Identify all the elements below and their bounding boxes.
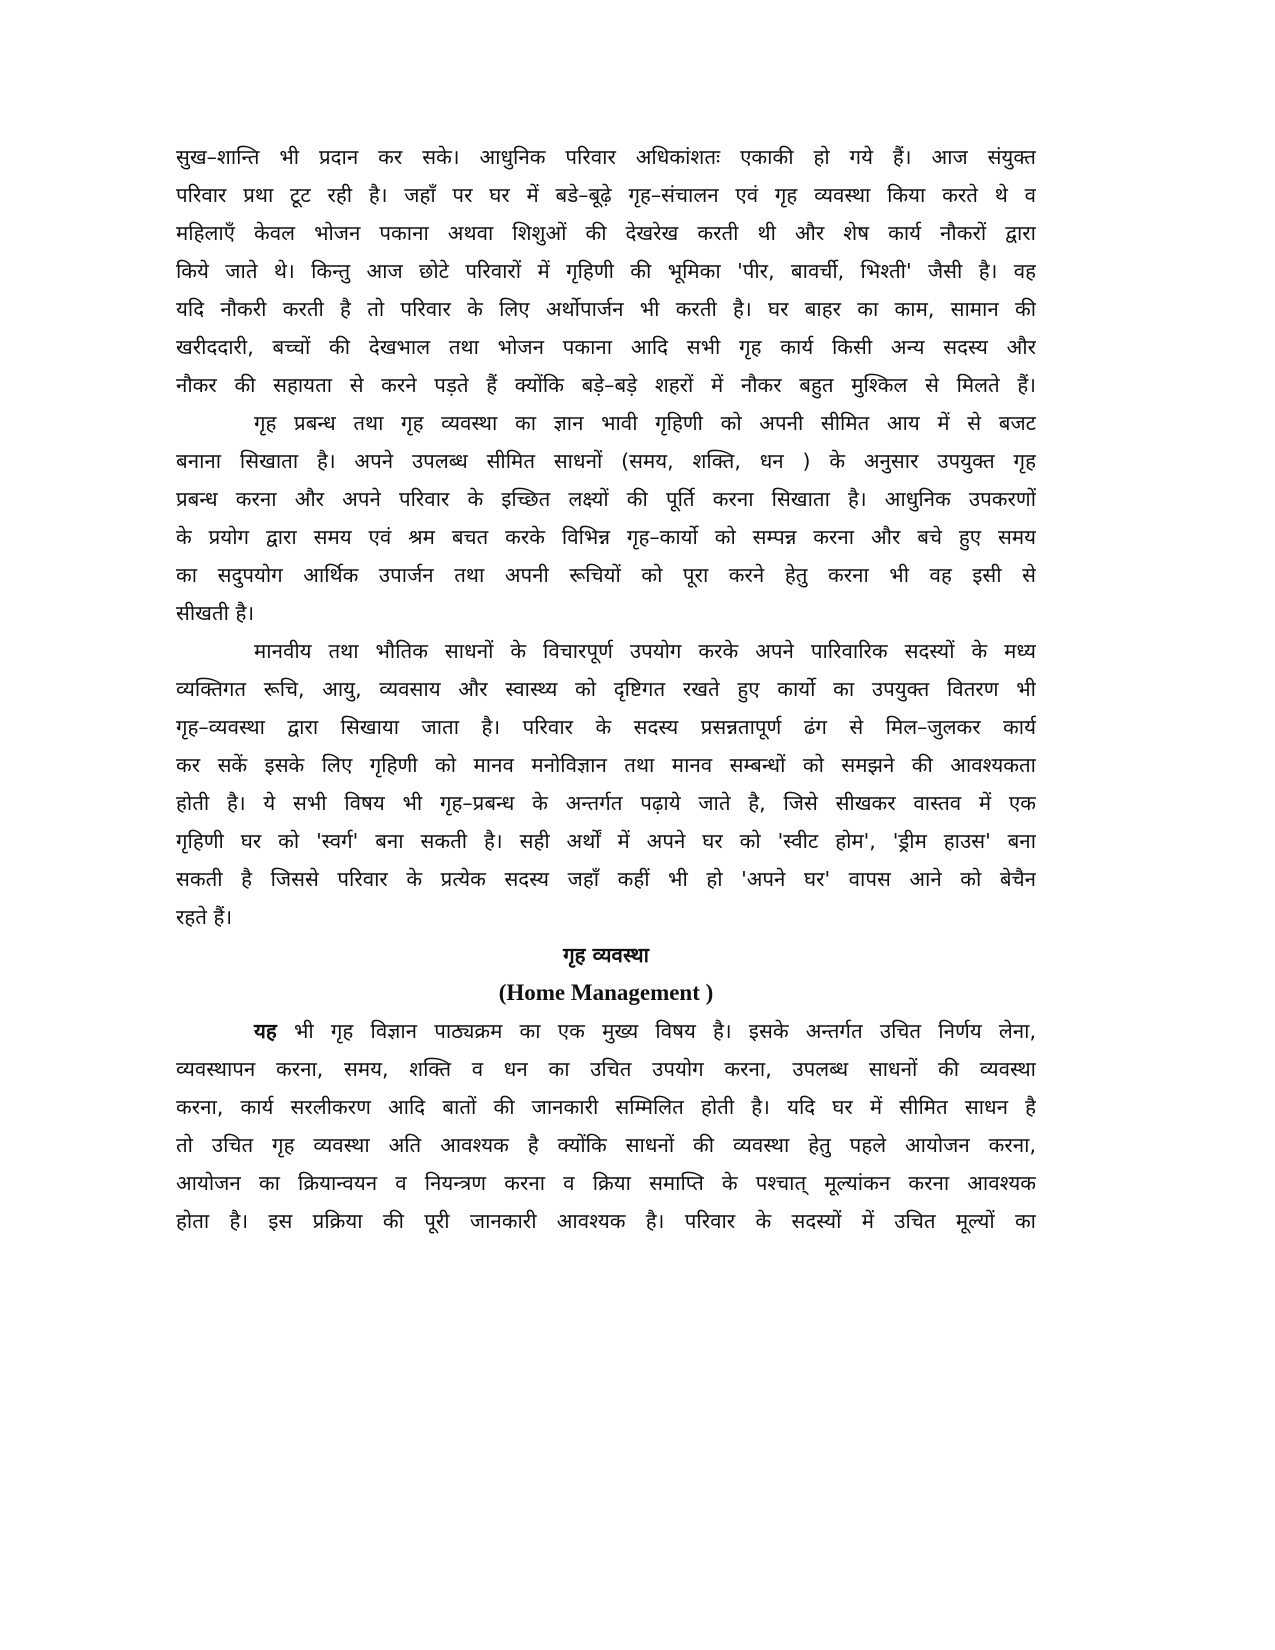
- text-line: होती है। ये सभी विषय भी गृह–प्रबन्ध के अन्तर्गत पढ़ाये जाते है, जिसे सीखकर वास्तव में एक: [176, 791, 1036, 815]
- text-line: गृह प्रबन्ध तथा गृह व्यवस्था का ज्ञान भावी गृहिणी को अपनी सीमित आय में से बजट: [254, 411, 1036, 435]
- text-line: बनाना सिखाता है। अपने उपलब्ध सीमित साधनों (समय, शक्ति, धन ) के अनुसार उपयुक्त गृह: [176, 449, 1036, 473]
- text-line: रहते हैं।: [176, 905, 233, 929]
- text-line: खरीददारी, बच्चों की देखभाल तथा भोजन पकाना आदि सभी गृह कार्य किसी अन्य सदस्य और: [176, 335, 1036, 359]
- paragraph-4: [176, 1012, 1036, 1240]
- document-page: [176, 138, 1036, 1240]
- text-line: सुख–शान्ति भी प्रदान कर सके। आधुनिक परिवार अधिकांशतः एकाकी हो गये हैं। आज संयुक्त: [176, 145, 1036, 169]
- text-line: सीखती है।: [176, 601, 255, 625]
- lead-word: यह: [254, 1019, 277, 1043]
- text-line: व्यवस्थापन करना, समय, शक्ति व धन का उचित उपयोग करना, उपलब्ध साधनों की व्यवस्था: [176, 1057, 1036, 1081]
- text-line: महिलाएँ केवल भोजन पकाना अथवा शिशुओं की देखरेख करती थी और शेष कार्य नौकरों द्वारा: [176, 221, 1036, 245]
- text-line: के प्रयोग द्वारा समय एवं श्रम बचत करके विभिन्न गृह–कार्यो को सम्पन्न करना और बचे हुए समय: [176, 525, 1036, 549]
- text-line: गृहिणी घर को 'स्वर्ग' बना सकती है। सही अर्थों में अपने घर को 'स्वीट होम', 'ड्रीम हाउस' बना: [176, 829, 1036, 853]
- heading-english: (Home Management ): [498, 980, 714, 1005]
- text-line: [176, 1012, 1036, 1050]
- text-line: यदि नौकरी करती है तो परिवार के लिए अर्थोपार्जन भी करती है। घर बाहर का काम, सामान की: [176, 297, 1036, 321]
- text-line: परिवार प्रथा टूट रही है। जहाँ पर घर में बडे–बूढ़े गृह–संचालन एवं गृह व्यवस्था किया करते थे व: [176, 183, 1036, 207]
- text-line: नौकर की सहायता से करने पड़ते हैं क्योंकि बड़े–बड़े शहरों में नौकर बहुत मुश्किल से मिलते हैं।: [176, 373, 1036, 397]
- text-line: कर सकें इसके लिए गृहिणी को मानव मनोविज्ञान तथा मानव सम्बन्धों को समझने की आवश्यकता: [176, 753, 1036, 777]
- text-line: प्रबन्ध करना और अपने परिवार के इच्छित लक्ष्यों की पूर्ति करना सिखाता है। आधुनिक उपकरणों: [176, 487, 1036, 511]
- text-span: भी गृह विज्ञान पाठ्यक्रम का एक मुख्य विषय है। इसके अन्तर्गत उचित निर्णय लेना,: [276, 1019, 1036, 1043]
- text-line: तो उचित गृह व्यवस्था अति आवश्यक है क्योंकि साधनों की व्यवस्था हेतु पहले आयोजन करना,: [176, 1133, 1036, 1157]
- text-line: गृह–व्यवस्था द्वारा सिखाया जाता है। परिवार के सदस्य प्रसन्नतापूर्ण ढंग से मिल–जुलकर कार्य: [176, 715, 1036, 739]
- paragraph-2: [176, 404, 1036, 632]
- text-line: होता है। इस प्रक्रिया की पूरी जानकारी आवश्यक है। परिवार के सदस्यों में उचित मूल्यों का: [176, 1209, 1036, 1233]
- paragraph-1: [176, 138, 1036, 404]
- heading-hindi: गृह व्यवस्था: [563, 943, 649, 967]
- text-line: व्यक्तिगत रूचि, आयु, व्यवसाय और स्वास्थ्य को दृष्टिगत रखते हुए कार्यो का उपयुक्त वितरण भी: [176, 677, 1036, 701]
- text-line: सकती है जिससे परिवार के प्रत्येक सदस्य जहाँ कहीं भी हो 'अपने घर' वापस आने को बेचैन: [176, 867, 1036, 891]
- text-line: आयोजन का क्रियान्वयन व नियन्त्रण करना व क्रिया समाप्ति के पश्चात् मूल्यांकन करना आवश्यक: [176, 1171, 1036, 1195]
- text-line: मानवीय तथा भौतिक साधनों के विचारपूर्ण उपयोग करके अपने पारिवारिक सदस्यों के मध्य: [254, 639, 1036, 663]
- text-line: किये जाते थे। किन्तु आज छोटे परिवारों में गृहिणी की भूमिका 'पीर, बावर्ची, भिश्ती' जैसी है। वह: [176, 259, 1036, 283]
- section-heading: [176, 936, 1036, 1012]
- paragraph-3: [176, 632, 1036, 936]
- text-line: का सदुपयोग आर्थिक उपार्जन तथा अपनी रूचियों को पूरा करने हेतु करना भी वह इसी से: [176, 563, 1036, 587]
- text-line: करना, कार्य सरलीकरण आदि बातों की जानकारी सम्मिलित होती है। यदि घर में सीमित साधन है: [176, 1095, 1036, 1119]
